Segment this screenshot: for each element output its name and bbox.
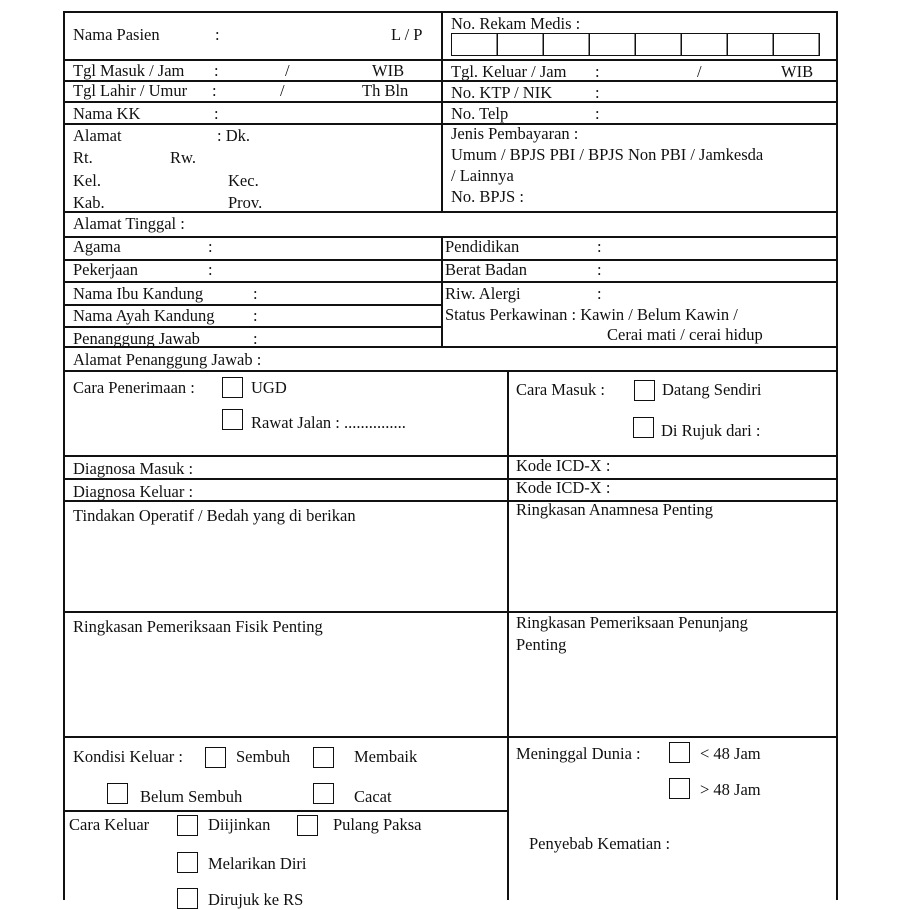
label-jenis-pembayaran: Jenis Pembayaran : <box>451 124 579 143</box>
label-membaik: Membaik <box>354 747 418 766</box>
label-di-rujuk: Di Rujuk dari : <box>661 421 761 440</box>
label-ringkasan-anamnesa: Ringkasan Anamnesa Penting <box>516 500 714 519</box>
label-rawat-jalan: Rawat Jalan : ............... <box>251 413 406 432</box>
label-tgl-masuk: Tgl Masuk / Jam <box>73 61 185 80</box>
label-diijinkan: Diijinkan <box>208 815 271 834</box>
checkbox-belum-sembuh[interactable] <box>107 783 128 804</box>
label-cara-penerimaan: Cara Penerimaan : <box>73 378 195 397</box>
label-kondisi-keluar: Kondisi Keluar : <box>73 747 183 766</box>
divider-lower-mid <box>507 370 509 900</box>
colon: : <box>595 104 600 123</box>
label-alamat-tinggal: Alamat Tinggal : <box>73 214 185 233</box>
label-meninggal-dunia: Meninggal Dunia : <box>516 744 641 763</box>
label-tindakan-operatif: Tindakan Operatif / Bedah yang di berikan <box>73 506 356 525</box>
label-status-perkawinan-2: Cerai mati / cerai hidup <box>607 325 763 344</box>
label-pendidikan: Pendidikan <box>445 237 520 256</box>
label-no-rekam-medis: No. Rekam Medis : <box>451 14 581 33</box>
label-riw-alergi: Riw. Alergi <box>445 284 521 303</box>
label-no-telp: No. Telp <box>451 104 509 123</box>
label-nama-kk: Nama KK <box>73 104 141 123</box>
pembayaran-options-2: / Lainnya <box>451 166 514 185</box>
label-kec: Kec. <box>228 171 259 190</box>
label-dirujuk-rs: Dirujuk ke RS <box>208 890 304 909</box>
rm-number-boxes[interactable] <box>451 33 820 56</box>
colon: : <box>597 284 602 303</box>
checkbox-diijinkan[interactable] <box>177 815 198 836</box>
label-diagnosa-masuk: Diagnosa Masuk : <box>73 459 194 478</box>
label-tgl-keluar: Tgl. Keluar / Jam <box>451 62 567 81</box>
checkbox-lt-48-jam[interactable] <box>669 742 690 763</box>
label-cacat: Cacat <box>354 787 392 806</box>
checkbox-dirujuk-rs[interactable] <box>177 888 198 909</box>
colon: : <box>208 260 213 279</box>
colon: : <box>597 237 602 256</box>
colon: : <box>253 329 258 348</box>
row-line <box>63 326 442 328</box>
row-line <box>63 370 838 372</box>
separator-slash: / <box>285 61 290 80</box>
label-tgl-lahir: Tgl Lahir / Umur <box>73 81 188 100</box>
row-line <box>63 455 838 457</box>
label-ugd: UGD <box>251 378 287 397</box>
label-no-bpjs: No. BPJS : <box>451 187 524 206</box>
label-wib: WIB <box>372 61 405 80</box>
label-alamat-penanggung: Alamat Penanggung Jawab : <box>73 350 262 369</box>
label-penyebab-kematian: Penyebab Kematian : <box>529 834 671 853</box>
checkbox-datang-sendiri[interactable] <box>634 380 655 401</box>
form-border-top <box>63 11 838 13</box>
label-berat-badan: Berat Badan <box>445 260 528 279</box>
label-belum-sembuh: Belum Sembuh <box>140 787 243 806</box>
checkbox-sembuh[interactable] <box>205 747 226 768</box>
label-gender: L / P <box>391 25 423 44</box>
label-cara-masuk: Cara Masuk : <box>516 380 605 399</box>
separator-slash: / <box>280 81 285 100</box>
label-melarikan-diri: Melarikan Diri <box>208 854 307 873</box>
label-lt-48-jam: < 48 Jam <box>700 744 761 763</box>
colon: : <box>595 62 600 81</box>
colon: : <box>215 25 220 44</box>
label-cara-keluar: Cara Keluar <box>69 815 150 834</box>
label-dk: : Dk. <box>217 126 250 145</box>
colon: : <box>214 104 219 123</box>
label-kode-icd-2: Kode ICD-X : <box>516 478 611 497</box>
colon: : <box>595 83 600 102</box>
checkbox-membaik[interactable] <box>313 747 334 768</box>
colon: : <box>253 306 258 325</box>
label-wib: WIB <box>781 62 814 81</box>
row-line <box>63 211 838 213</box>
label-agama: Agama <box>73 237 121 256</box>
label-kode-icd-1: Kode ICD-X : <box>516 456 611 475</box>
checkbox-di-rujuk[interactable] <box>633 417 654 438</box>
pembayaran-options: Umum / BPJS PBI / BPJS Non PBI / Jamkesda <box>451 145 764 164</box>
checkbox-ugd[interactable] <box>222 377 243 398</box>
separator-slash: / <box>697 62 702 81</box>
label-status-perkawinan: Status Perkawinan : Kawin / Belum Kawin / <box>445 305 738 324</box>
row-line <box>63 810 508 812</box>
label-nama-ayah: Nama Ayah Kandung <box>73 306 215 325</box>
checkbox-melarikan-diri[interactable] <box>177 852 198 873</box>
colon: : <box>208 237 213 256</box>
label-ringkasan-penunjang: Ringkasan Pemeriksaan Penunjang <box>516 613 748 632</box>
colon: : <box>214 61 219 80</box>
label-gt-48-jam: > 48 Jam <box>700 780 761 799</box>
label-pulang-paksa: Pulang Paksa <box>333 815 422 834</box>
label-penanggung-jawab: Penanggung Jawab <box>73 329 200 348</box>
colon: : <box>597 260 602 279</box>
label-rw: Rw. <box>170 148 196 167</box>
checkbox-gt-48-jam[interactable] <box>669 778 690 799</box>
label-ringkasan-fisik: Ringkasan Pemeriksaan Fisik Penting <box>73 617 323 636</box>
colon: : <box>212 81 217 100</box>
checkbox-rawat-jalan[interactable] <box>222 409 243 430</box>
checkbox-pulang-paksa[interactable] <box>297 815 318 836</box>
label-ringkasan-penunjang-2: Penting <box>516 635 567 654</box>
label-kel: Kel. <box>73 171 101 190</box>
row-line <box>63 281 838 283</box>
label-kab: Kab. <box>73 193 105 212</box>
label-th-bln: Th Bln <box>362 81 409 100</box>
label-no-ktp: No. KTP / NIK <box>451 83 553 102</box>
label-nama-pasien: Nama Pasien <box>73 25 160 44</box>
row-line <box>63 736 838 738</box>
label-rt: Rt. <box>73 148 93 167</box>
divider-upper-mid <box>441 11 443 211</box>
label-alamat: Alamat <box>73 126 122 145</box>
label-diagnosa-keluar: Diagnosa Keluar : <box>73 482 194 501</box>
label-sembuh: Sembuh <box>236 747 291 766</box>
label-nama-ibu: Nama Ibu Kandung <box>73 284 204 303</box>
label-datang-sendiri: Datang Sendiri <box>662 380 762 399</box>
label-pekerjaan: Pekerjaan <box>73 260 139 279</box>
label-prov: Prov. <box>228 193 263 212</box>
checkbox-cacat[interactable] <box>313 783 334 804</box>
divider-upper-mid-2 <box>441 236 443 346</box>
colon: : <box>253 284 258 303</box>
